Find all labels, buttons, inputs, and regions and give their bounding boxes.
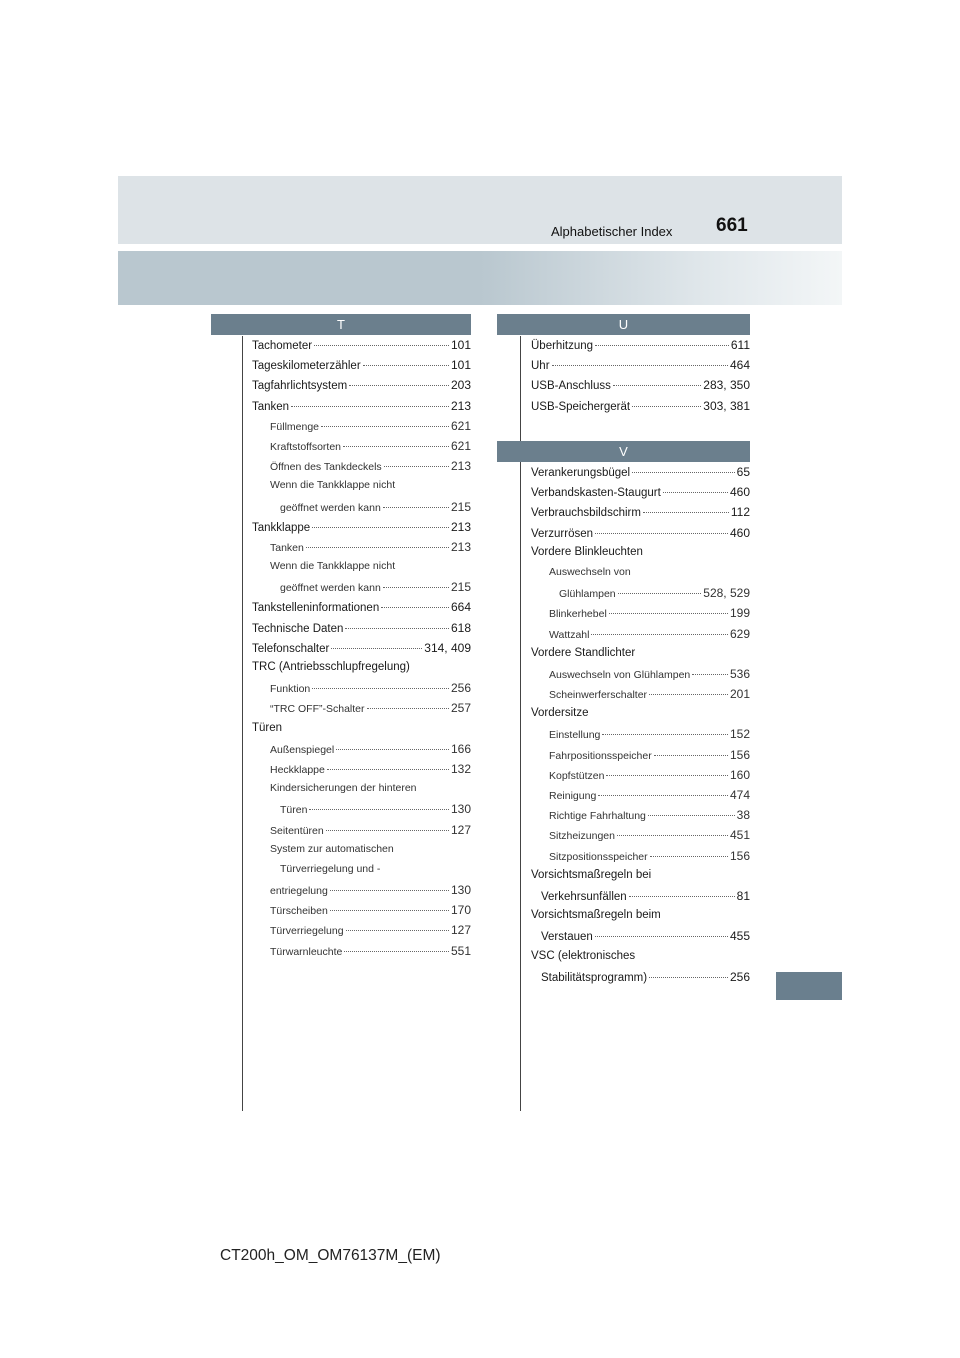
- index-entry-label: Türwarnleuchte: [270, 945, 343, 958]
- index-entry: [531, 970, 750, 990]
- dot-leader: [692, 674, 728, 675]
- index-entry: [252, 843, 471, 863]
- index-entry: [252, 419, 471, 439]
- page-header-title: Alphabetischer Index: [551, 224, 673, 239]
- index-entry-page-ref[interactable]: 215: [450, 499, 471, 514]
- index-entry-page-ref[interactable]: 303, 381: [703, 398, 750, 413]
- index-entry-label: Kraftstoffsorten: [270, 440, 342, 453]
- index-entry-page-ref[interactable]: 166: [450, 741, 471, 756]
- dot-leader: [602, 734, 728, 735]
- index-entry: [252, 338, 471, 358]
- index-entry-label: Richtige Fahrhaltung: [549, 810, 646, 823]
- dot-leader: [367, 708, 449, 709]
- index-entry: [252, 903, 471, 923]
- index-entry-label: Außenspiegel: [270, 743, 335, 756]
- index-entry-label: Füllmenge: [270, 420, 320, 433]
- index-entry: [531, 727, 750, 747]
- index-entry: [252, 358, 471, 378]
- dot-leader: [363, 365, 449, 366]
- index-entry: [252, 600, 471, 620]
- index-entry: [252, 500, 471, 520]
- index-entry: [252, 439, 471, 459]
- dot-leader: [327, 769, 449, 770]
- index-entry-label: Kopfstützen: [549, 769, 605, 782]
- index-entry-label: Vordersitze: [531, 707, 589, 720]
- dot-leader: [650, 856, 728, 857]
- dot-leader: [321, 426, 449, 427]
- index-entry-page-ref[interactable]: 160: [729, 767, 750, 782]
- index-entry-label: Sitzpositionsspeicher: [549, 850, 648, 863]
- dot-leader: [609, 613, 728, 614]
- index-column-t: [252, 338, 471, 964]
- index-entry: [252, 802, 471, 822]
- index-entry-page-ref[interactable]: 156: [729, 848, 750, 863]
- index-entry: [531, 647, 750, 667]
- index-entry-label: Glühlampen: [559, 588, 616, 601]
- dot-leader: [331, 648, 422, 649]
- index-entry-label: Türen: [252, 721, 283, 734]
- decorative-gradient-band: [118, 251, 842, 305]
- dot-leader: [595, 533, 728, 534]
- index-entry-label: Blinkerhebel: [549, 608, 607, 621]
- index-entry-label: Tagfahrlichtsystem: [252, 380, 348, 393]
- dot-leader: [383, 587, 449, 588]
- index-entry: [531, 929, 750, 949]
- index-entry: [252, 661, 471, 681]
- index-entry-label: Überhitzung: [531, 340, 594, 352]
- index-entry: [252, 479, 471, 499]
- dot-leader: [306, 547, 449, 548]
- index-entry-page-ref[interactable]: 256: [450, 681, 471, 696]
- index-entry: [252, 782, 471, 802]
- index-entry-page-ref[interactable]: 664: [450, 600, 471, 615]
- index-entry-label: Technische Daten: [252, 622, 344, 635]
- index-entry-label: “TRC OFF”-Schalter: [270, 703, 365, 716]
- index-entry-label: Vordere Standlichter: [531, 646, 636, 659]
- dot-leader: [613, 385, 701, 386]
- index-entry: [531, 606, 750, 626]
- index-entry: [531, 707, 750, 727]
- left-column-rule: [242, 336, 243, 1111]
- dot-leader: [632, 472, 735, 473]
- index-entry-page-ref[interactable]: 213: [450, 398, 471, 413]
- dot-leader: [591, 634, 728, 635]
- index-entry-page-ref[interactable]: 81: [736, 888, 750, 903]
- index-entry: [531, 869, 750, 889]
- dot-leader: [649, 694, 728, 695]
- dot-leader: [314, 345, 449, 346]
- index-entry-label: USB-Anschluss: [531, 380, 611, 393]
- index-entry: [252, 520, 471, 540]
- dot-leader: [330, 910, 449, 911]
- index-entry-page-ref[interactable]: 536: [729, 666, 750, 681]
- index-entry-page-ref[interactable]: 127: [450, 923, 471, 938]
- dot-leader: [345, 628, 449, 629]
- index-entry-label: entriegelung: [270, 885, 328, 898]
- dot-leader: [598, 795, 728, 796]
- index-entry: [531, 687, 750, 707]
- index-entry: [252, 701, 471, 721]
- index-entry: [252, 722, 471, 742]
- index-entry: [252, 944, 471, 964]
- index-entry: [252, 742, 471, 762]
- index-entry: [531, 526, 750, 546]
- dot-leader: [383, 507, 449, 508]
- index-entry-label: Einstellung: [549, 729, 601, 742]
- index-entry-label: geöffnet werden kann: [280, 501, 381, 514]
- index-entry: [252, 459, 471, 479]
- chapter-side-tab: [776, 972, 842, 1000]
- index-entry-label: Verbandskasten-Staugurt: [531, 487, 661, 500]
- dot-leader: [343, 446, 449, 447]
- index-entry: [531, 546, 750, 566]
- index-entry-label: Wenn die Tankklappe nicht: [270, 479, 396, 492]
- index-entry-label: Tageskilometerzähler: [252, 360, 361, 373]
- index-entry-page-ref[interactable]: 130: [450, 883, 471, 898]
- index-entry-label: Vordere Blinkleuchten: [531, 545, 643, 558]
- dot-leader: [346, 930, 449, 931]
- index-entry-page-ref[interactable]: 460: [729, 525, 750, 540]
- index-entry: [531, 505, 750, 525]
- index-entry-page-ref[interactable]: 201: [729, 687, 750, 702]
- index-entry-page-ref[interactable]: 132: [450, 761, 471, 776]
- index-entry-page-ref[interactable]: 464: [729, 358, 750, 373]
- dot-leader: [643, 512, 729, 513]
- index-entry-label: Türverriegelung und -: [280, 862, 381, 875]
- index-entry-label: Vorsichtsmaßregeln beim: [531, 909, 661, 922]
- index-entry: [531, 667, 750, 687]
- index-entry-label: geöffnet werden kann: [280, 582, 381, 595]
- dot-leader: [654, 755, 728, 756]
- index-entry: [531, 909, 750, 929]
- section-header-u: U: [497, 314, 750, 335]
- index-entry-label: Verkehrsunfällen: [541, 890, 627, 903]
- index-entry-label: Funktion: [270, 683, 311, 696]
- dot-leader: [312, 527, 449, 528]
- index-entry: [531, 788, 750, 808]
- dot-leader: [649, 977, 728, 978]
- index-entry-page-ref[interactable]: 213: [450, 539, 471, 554]
- index-entry-label: Türscheiben: [270, 905, 328, 918]
- index-entry: [252, 923, 471, 943]
- index-entry-label: Sitzheizungen: [549, 830, 615, 843]
- index-entry: [252, 823, 471, 843]
- index-column-u: [531, 338, 750, 419]
- index-entry-label: Auswechseln von Glühlampen: [549, 668, 691, 681]
- dot-leader: [618, 593, 702, 594]
- index-entry: [531, 808, 750, 828]
- index-entry-label: Vorsichtsmaßregeln bei: [531, 868, 652, 881]
- index-entry-page-ref[interactable]: 283, 350: [703, 378, 750, 393]
- index-entry-label: Scheinwerferschalter: [549, 689, 648, 702]
- index-entry-page-ref[interactable]: 257: [450, 701, 471, 716]
- index-entry-label: Tankstelleninformationen: [252, 602, 380, 615]
- index-entry: [252, 863, 471, 883]
- index-entry-page-ref[interactable]: 156: [729, 747, 750, 762]
- dot-leader: [381, 607, 449, 608]
- index-entry: [531, 399, 750, 419]
- dot-leader: [291, 406, 449, 407]
- index-entry-label: Tachometer: [252, 340, 313, 352]
- index-entry: [531, 586, 750, 606]
- dot-leader: [648, 815, 735, 816]
- dot-leader: [336, 749, 449, 750]
- index-entry-page-ref[interactable]: 460: [729, 485, 750, 500]
- index-entry-label: Tankklappe: [252, 521, 311, 534]
- index-entry-label: Telefonschalter: [252, 642, 330, 655]
- index-entry: [531, 950, 750, 970]
- index-entry-page-ref[interactable]: 629: [729, 626, 750, 641]
- index-entry-label: Fahrpositionsspeicher: [549, 749, 652, 762]
- index-entry-page-ref[interactable]: 451: [729, 828, 750, 843]
- index-entry-page-ref[interactable]: 130: [450, 802, 471, 817]
- section-header-v: V: [497, 441, 750, 462]
- index-entry-page-ref[interactable]: 621: [450, 418, 471, 433]
- index-entry-page-ref[interactable]: 611: [730, 338, 750, 352]
- index-entry: [531, 889, 750, 909]
- index-entry-page-ref[interactable]: 528, 529: [703, 586, 750, 601]
- dot-leader: [312, 688, 449, 689]
- index-entry-label: Uhr: [531, 360, 550, 373]
- index-entry-label: Auswechseln von: [549, 565, 631, 578]
- index-entry: [252, 540, 471, 560]
- index-entry-page-ref[interactable]: 112: [730, 505, 750, 520]
- dot-leader: [632, 406, 701, 407]
- document-footer-code: CT200h_OM_OM76137M_(EM): [220, 1247, 441, 1264]
- index-entry-label: Kindersicherungen der hinteren: [270, 782, 417, 795]
- dot-leader: [344, 951, 449, 952]
- index-entry-label: System zur automatischen: [270, 842, 394, 855]
- dot-leader: [629, 896, 735, 897]
- index-entry-page-ref[interactable]: 215: [450, 580, 471, 595]
- index-entry: [531, 465, 750, 485]
- index-entry: [252, 762, 471, 782]
- index-entry: [252, 883, 471, 903]
- index-entry: [531, 849, 750, 869]
- index-entry: [531, 566, 750, 586]
- index-entry-page-ref[interactable]: 455: [729, 929, 750, 944]
- index-entry-page-ref[interactable]: 101: [450, 338, 471, 352]
- index-entry-page-ref[interactable]: 152: [729, 727, 750, 742]
- index-column-v: [531, 465, 750, 990]
- index-entry: [531, 358, 750, 378]
- index-entry-page-ref[interactable]: 127: [450, 822, 471, 837]
- index-entry-label: Wenn die Tankklappe nicht: [270, 560, 396, 573]
- dot-leader: [384, 466, 449, 467]
- index-entry: [531, 828, 750, 848]
- index-entry-label: USB-Speichergerät: [531, 400, 631, 413]
- index-entry-label: Reinigung: [549, 790, 597, 802]
- index-entry: [252, 580, 471, 600]
- index-entry-label: TRC (Antriebsschlupfregelung): [252, 661, 410, 673]
- dot-leader: [663, 492, 728, 493]
- index-entry-page-ref[interactable]: 101: [450, 358, 471, 373]
- index-entry-label: Türen: [280, 804, 308, 817]
- index-entry-page-ref[interactable]: 213: [450, 459, 471, 474]
- index-entry: [531, 338, 750, 358]
- dot-leader: [326, 830, 449, 831]
- index-entry-page-ref[interactable]: 203: [450, 378, 471, 393]
- index-entry-page-ref[interactable]: 256: [729, 969, 750, 984]
- dot-leader: [617, 835, 728, 836]
- dot-leader: [309, 809, 449, 810]
- index-entry-label: Seitentüren: [270, 824, 324, 837]
- index-entry: [531, 485, 750, 505]
- index-entry: [531, 378, 750, 398]
- index-entry-page-ref[interactable]: 213: [450, 519, 471, 534]
- dot-leader: [595, 345, 729, 346]
- index-entry-label: Heckklappe: [270, 763, 325, 776]
- section-header-t: T: [211, 314, 471, 335]
- index-entry-page-ref[interactable]: 474: [729, 788, 750, 802]
- index-entry: [252, 378, 471, 398]
- index-entry-label: Verstauen: [541, 931, 593, 944]
- index-entry-page-ref[interactable]: 65: [736, 465, 750, 479]
- index-entry-label: Tanken: [270, 541, 304, 554]
- index-entry-label: Öffnen des Tankdeckels: [270, 461, 382, 474]
- index-entry-page-ref[interactable]: 551: [450, 943, 471, 958]
- index-entry-page-ref[interactable]: 170: [450, 903, 471, 918]
- index-entry-label: Türverriegelung: [270, 925, 344, 938]
- index-entry-label: Stabilitätsprogramm): [541, 971, 648, 984]
- index-entry-label: Wattzahl: [549, 628, 590, 641]
- index-entry-label: Verbrauchsbildschirm: [531, 507, 641, 520]
- dot-leader: [330, 890, 449, 891]
- index-entry-label: Tanken: [252, 400, 290, 413]
- index-entry-label: VSC (elektronisches: [531, 949, 636, 962]
- index-entry-page-ref[interactable]: 199: [729, 606, 750, 621]
- index-entry-label: Verzurrösen: [531, 527, 594, 540]
- dot-leader: [595, 936, 728, 937]
- index-entry-page-ref[interactable]: 621: [450, 438, 471, 453]
- index-entry-label: Verankerungsbügel: [531, 467, 631, 479]
- index-entry: [252, 681, 471, 701]
- dot-leader: [606, 775, 728, 776]
- index-entry: [531, 627, 750, 647]
- index-entry: [531, 748, 750, 768]
- page-number: 661: [716, 215, 748, 236]
- index-entry-page-ref[interactable]: 38: [736, 808, 750, 823]
- index-entry-page-ref[interactable]: 314, 409: [424, 640, 471, 655]
- index-entry: [252, 641, 471, 661]
- index-entry: [252, 560, 471, 580]
- dot-leader: [349, 385, 449, 386]
- index-entry: [252, 399, 471, 419]
- index-entry-page-ref[interactable]: 618: [450, 620, 471, 635]
- index-entry: [252, 621, 471, 641]
- dot-leader: [552, 365, 728, 366]
- index-entry: [531, 768, 750, 788]
